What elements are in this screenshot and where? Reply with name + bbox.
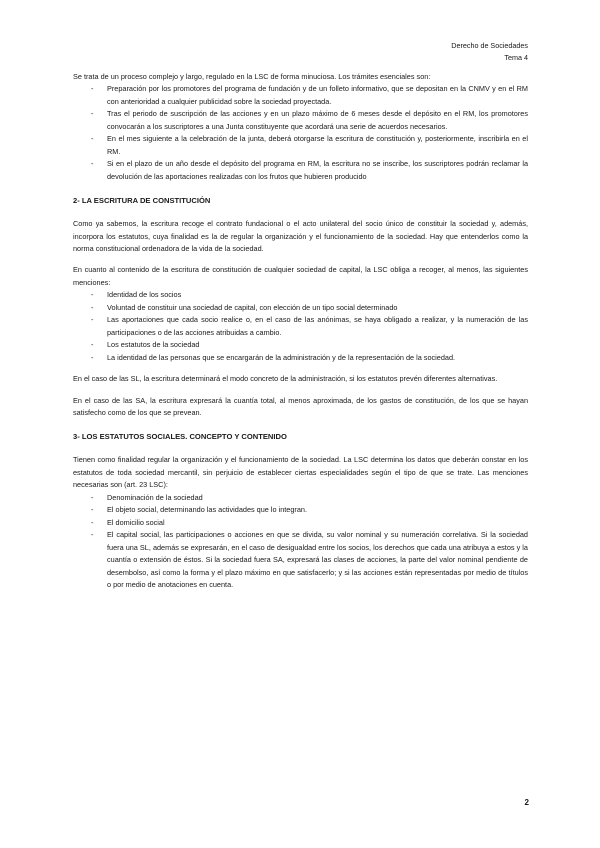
list-item: - Preparación por los promotores del programa de fundación y de un folleto informativo, que se depositan en la CNMV y en el RM con anterioridad a cualquier publicidad sobre la sociedad proyectada.: [91, 84, 528, 106]
intro-paragraph: Se trata de un proceso complejo y largo, regulado en la LSC de forma minuciosa. Los trámites esenciales son:: [73, 72, 431, 81]
section-2-paragraph: En el caso de las SL, la escritura determinará el modo concreto de la administración, si los estatutos prevén diferentes alternativas.: [73, 374, 498, 384]
list-item: - En el mes siguiente a la celebración de la junta, deberá otorgarse la escritura de constitución y, posteriormente, inscribirla en el RM.: [91, 134, 528, 156]
list-item: - Las aportaciones que cada socio realice o, en el caso de las anónimas, se haya obligado a realizar, y la numeración de las participaciones o de las acciones atribuidas a cambio.: [91, 315, 528, 337]
section-2-heading: 2- LA ESCRITURA DE CONSTITUCIÓN: [73, 196, 211, 206]
header-course: Derecho de Sociedades: [451, 41, 528, 50]
section-3-heading: 3- LOS ESTATUTOS SOCIALES. CONCEPTO Y CONTENIDO: [73, 432, 287, 442]
section-2-bullet-list: [73, 289, 528, 364]
section-3-bullet-list: [73, 492, 528, 592]
list-item: - La identidad de las personas que se encargarán de la administración y de la representación de la sociedad.: [91, 352, 456, 362]
list-item: - El domicilio social: [91, 517, 165, 527]
section-2-paragraph: En cuanto al contenido de la escritura de constitución de cualquier sociedad de capital, la LSC obliga a recoger, al menos, las siguientes menciones:: [73, 265, 528, 287]
list-item: - El capital social, las participaciones o acciones en que se divida, su valor nominal y su numeración correlativa. Si la sociedad fuera una SL, además se expresarán, en el caso de desigualdad entre los socios, los derechos que cada una atribuya a estos y la cuantía o extensión de éstos. Si la sociedad fuera SA, expresará las clases de acciones, la parte del valor nominal pendiente de desembolso, así como la forma y el plazo máximo en que satisfacerlo; y si las acciones están representadas por medio de títulos o por medio de anotaciones en cuenta.: [91, 530, 528, 589]
section-2-paragraph: Como ya sabemos, la escritura recoge el contrato fundacional o el acto unilateral del socio único de constituir la sociedad y, además, incorpora los estatutos, cuya finalidad es la de regular la organización y el funcionamiento de la sociedad. Hay que entenderlos como la norma constitucional ordenadora de la vida de la sociedad.: [73, 219, 528, 253]
intro-bullet-list: [73, 83, 528, 183]
list-item: - Voluntad de constituir una sociedad de capital, con elección de un tipo social determinado: [91, 302, 398, 312]
list-item: - Identidad de los socios: [91, 290, 182, 300]
list-item: - El objeto social, determinando las actividades que lo integran.: [91, 505, 307, 515]
list-item: - Si en el plazo de un año desde el depósito del programa en RM, la escritura no se inscribe, los suscriptores podrán reclamar la devolución de las aportaciones realizadas con los frutos que hubieren producido: [91, 159, 528, 181]
section-3-paragraph: Tienen como finalidad regular la organización y el funcionamiento de la sociedad. La LSC determina los datos que deberán constar en los estatutos de toda sociedad mercantil, sin perjuicio de establecer ciertas especialidades según el tipo de que se trate. Las menciones necesarias son (art. 23 LSC):: [73, 455, 528, 490]
section-2-paragraph: En el caso de las SA, la escritura expresará la cuantía total, al menos aproximada, de los gastos de constitución, de los que se hayan satisfecho como de los que se prevean.: [73, 395, 528, 417]
list-item: - Tras el periodo de suscripción de las acciones y en un plazo máximo de 6 meses desde el depósito en el RM, los promotores convocarán a los suscriptores a una Junta constituyente que acordará una serie de acuerdos necesarios.: [91, 109, 528, 131]
header-topic: Tema 4: [504, 53, 528, 62]
page-number: 2: [524, 798, 529, 807]
page-content: [73, 71, 528, 591]
page-header: [451, 40, 528, 64]
list-item: - Los estatutos de la sociedad: [91, 340, 200, 350]
list-item: - Denominación de la sociedad: [91, 492, 203, 502]
